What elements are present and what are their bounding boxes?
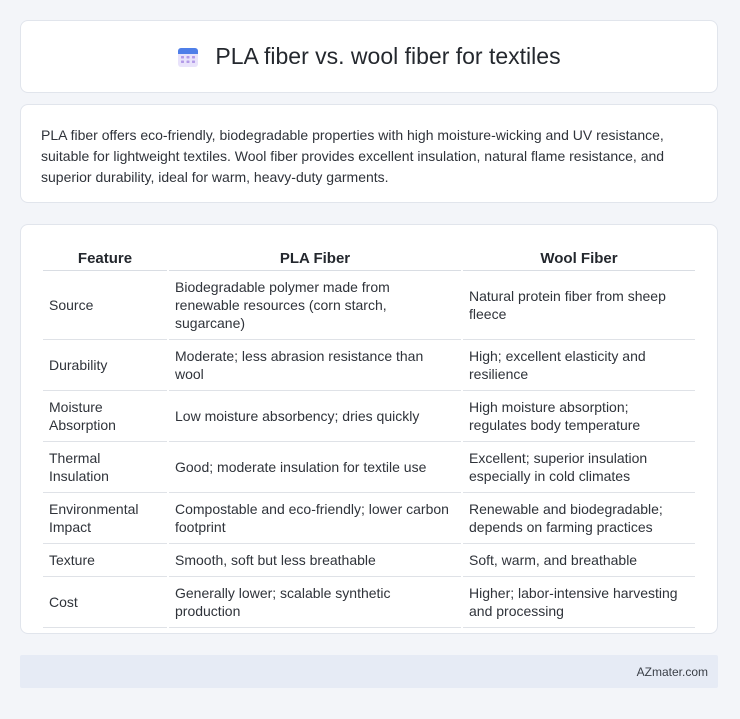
pla-cell: Low moisture absorbency; dries quickly <box>169 391 461 442</box>
title-card <box>20 20 718 93</box>
footer-brand[interactable]: AZmater.com <box>636 664 708 679</box>
wool-cell: Renewable and biodegradable; depends on farming practices <box>463 493 695 544</box>
table-row <box>43 442 695 493</box>
feature-cell: Moisture Absorption <box>43 391 167 442</box>
summary-card <box>20 104 718 203</box>
comparison-card <box>20 224 718 634</box>
wool-cell: Natural protein fiber from sheep fleece <box>463 271 695 340</box>
feature-cell: Thermal Insulation <box>43 442 167 493</box>
table-row <box>43 391 695 442</box>
feature-cell: Source <box>43 271 167 340</box>
page-title: PLA fiber vs. wool fiber for textiles <box>215 43 561 69</box>
wool-cell: Excellent; superior insulation especially in cold climates <box>463 442 695 493</box>
table-row <box>43 271 695 340</box>
pla-cell: Biodegradable polymer made from renewable resources (corn starch, sugarcane) <box>169 271 461 340</box>
wool-cell: Higher; labor-intensive harvesting and processing <box>463 577 695 628</box>
wool-cell: Soft, warm, and breathable <box>463 544 695 577</box>
table-header-row <box>43 243 695 271</box>
wool-cell: High moisture absorption; regulates body temperature <box>463 391 695 442</box>
footer <box>20 655 718 688</box>
wool-cell: High; excellent elasticity and resilience <box>463 340 695 391</box>
pla-cell: Generally lower; scalable synthetic production <box>169 577 461 628</box>
column-header: Feature <box>43 243 167 271</box>
comparison-table <box>41 243 697 628</box>
column-header: PLA Fiber <box>169 243 461 271</box>
pla-cell: Moderate; less abrasion resistance than wool <box>169 340 461 391</box>
table-row <box>43 493 695 544</box>
feature-cell: Durability <box>43 340 167 391</box>
column-header: Wool Fiber <box>463 243 695 271</box>
feature-cell: Texture <box>43 544 167 577</box>
table-row <box>43 544 695 577</box>
pla-cell: Compostable and eco-friendly; lower carbon footprint <box>169 493 461 544</box>
feature-cell: Cost <box>43 577 167 628</box>
table-row <box>43 340 695 391</box>
pla-cell: Good; moderate insulation for textile use <box>169 442 461 493</box>
pla-cell: Smooth, soft but less breathable <box>169 544 461 577</box>
table-row <box>43 577 695 628</box>
calendar-icon <box>177 46 199 68</box>
summary-text: PLA fiber offers eco-friendly, biodegradable properties with high moisture-wicking and UV resistance, suitable for lightweight textiles. Wool fiber provides excellent insulation, natural flame resistance, and superior durability, ideal for warm, heavy-duty garments. <box>41 127 665 185</box>
feature-cell: Environmental Impact <box>43 493 167 544</box>
